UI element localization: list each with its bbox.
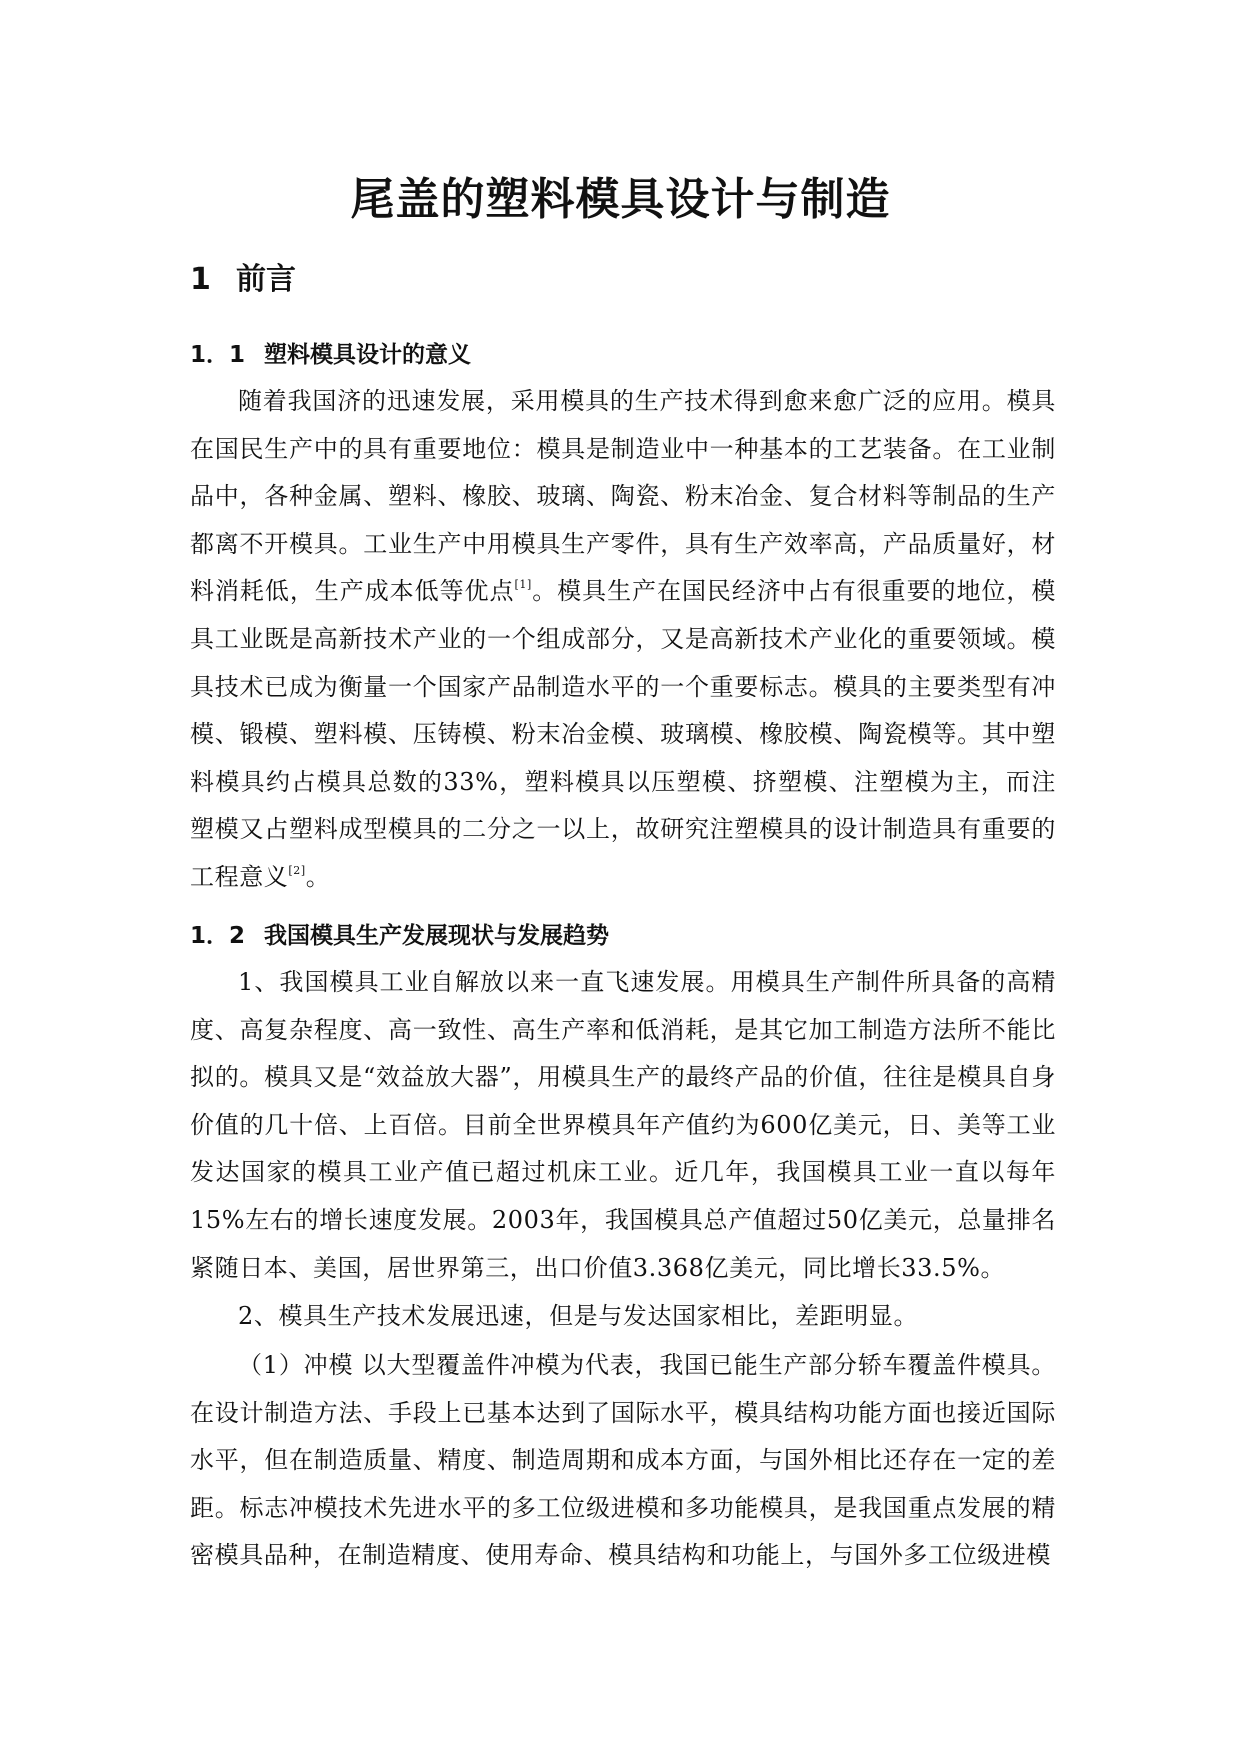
paragraph-significance: [190, 378, 1056, 902]
paragraph-technology-gap: 2、模具生产技术发展迅速，但是与发达国家相比，差距明显。: [238, 1302, 919, 1330]
section-heading-preface: [190, 258, 296, 302]
subsection-heading-significance: [190, 338, 471, 372]
paragraph-industry-growth: 1、我国模具工业自解放以来一直飞速发展。用模具生产制件所具备的高精度、高复杂程度、高一致性、高生产率和低消耗，是其它加工制造方法所不能比拟的。模具又是“效益放大器”，用模具生产的最终产品的价值，往往是模具自身价值的几十倍、上百倍。目前全世界模具年产值约为600亿美元，日、美等工业发达国家的模具工业产值已超过机床工业。近几年，我国模具工业一直以每年15%左右的增长速度发展。2003年，我国模具总产值超过50亿美元，总量排名紧随日本、美国，居世界第三，出口价值3.368亿美元，同比增长33.5%。: [190, 968, 1056, 1282]
subsection-title: 塑料模具设计的意义: [264, 342, 471, 368]
paragraph-text: 。模具生产在国民经济中占有很重要的地位，模具工业既是高新技术产业的一个组成部分，又是高新技术产业化的重要领域。模具技术已成为衡量一个国家产品制造水平的一个重要标志。模具的主要类型有冲模、锻模、塑料模、压铸模、粉末冶金模、玻璃模、橡胶模、陶瓷模等。其中塑料模具约占模具总数的33%，塑料模具以压塑模、挤塑模、注塑模为主，而注塑模又占塑料成型模具的二分之一以上，故研究注塑模具的设计制造具有重要的工程意义: [190, 577, 1056, 891]
subsection-number: 1．1: [190, 342, 246, 368]
subsection-title: 我国模具生产发展现状与发展趋势: [264, 923, 609, 949]
subsection-number: 1．2: [190, 923, 246, 949]
section-number: 1: [190, 262, 211, 297]
citation-2: [2]: [288, 863, 306, 877]
paragraph-stamping-dies: （1）冲模 以大型覆盖件冲模为代表，我国已能生产部分轿车覆盖件模具。在设计制造方法、手段上已基本达到了国际水平，模具结构功能方面也接近国际水平，但在制造质量、精度、制造周期和成本方面，与国外相比还存在一定的差距。标志冲模技术先进水平的多工位级进模和多功能模具，是我国重点发展的精密模具品种，在制造精度、使用寿命、模具结构和功能上，与国外多工位级进模: [190, 1351, 1056, 1570]
paragraph-text: 随着我国济的迅速发展，采用模具的生产技术得到愈来愈广泛的应用。模具在国民生产中的具有重要地位：模具是制造业中一种基本的工艺装备。在工业制品中，各种金属、塑料、橡胶、玻璃、陶瓷、粉末冶金、复合材料等制品的生产都离不开模具。工业生产中用模具生产零件，具有生产效率高，产品质量好，材料消耗低，生产成本低等优点: [190, 387, 1056, 606]
citation-1: [1]: [514, 578, 532, 592]
paragraph-text: 。: [305, 862, 331, 891]
document-title: 尾盖的塑料模具设计与制造: [350, 174, 891, 225]
subsection-heading-status-trends: [190, 919, 609, 953]
section-title: 前言: [236, 262, 296, 297]
